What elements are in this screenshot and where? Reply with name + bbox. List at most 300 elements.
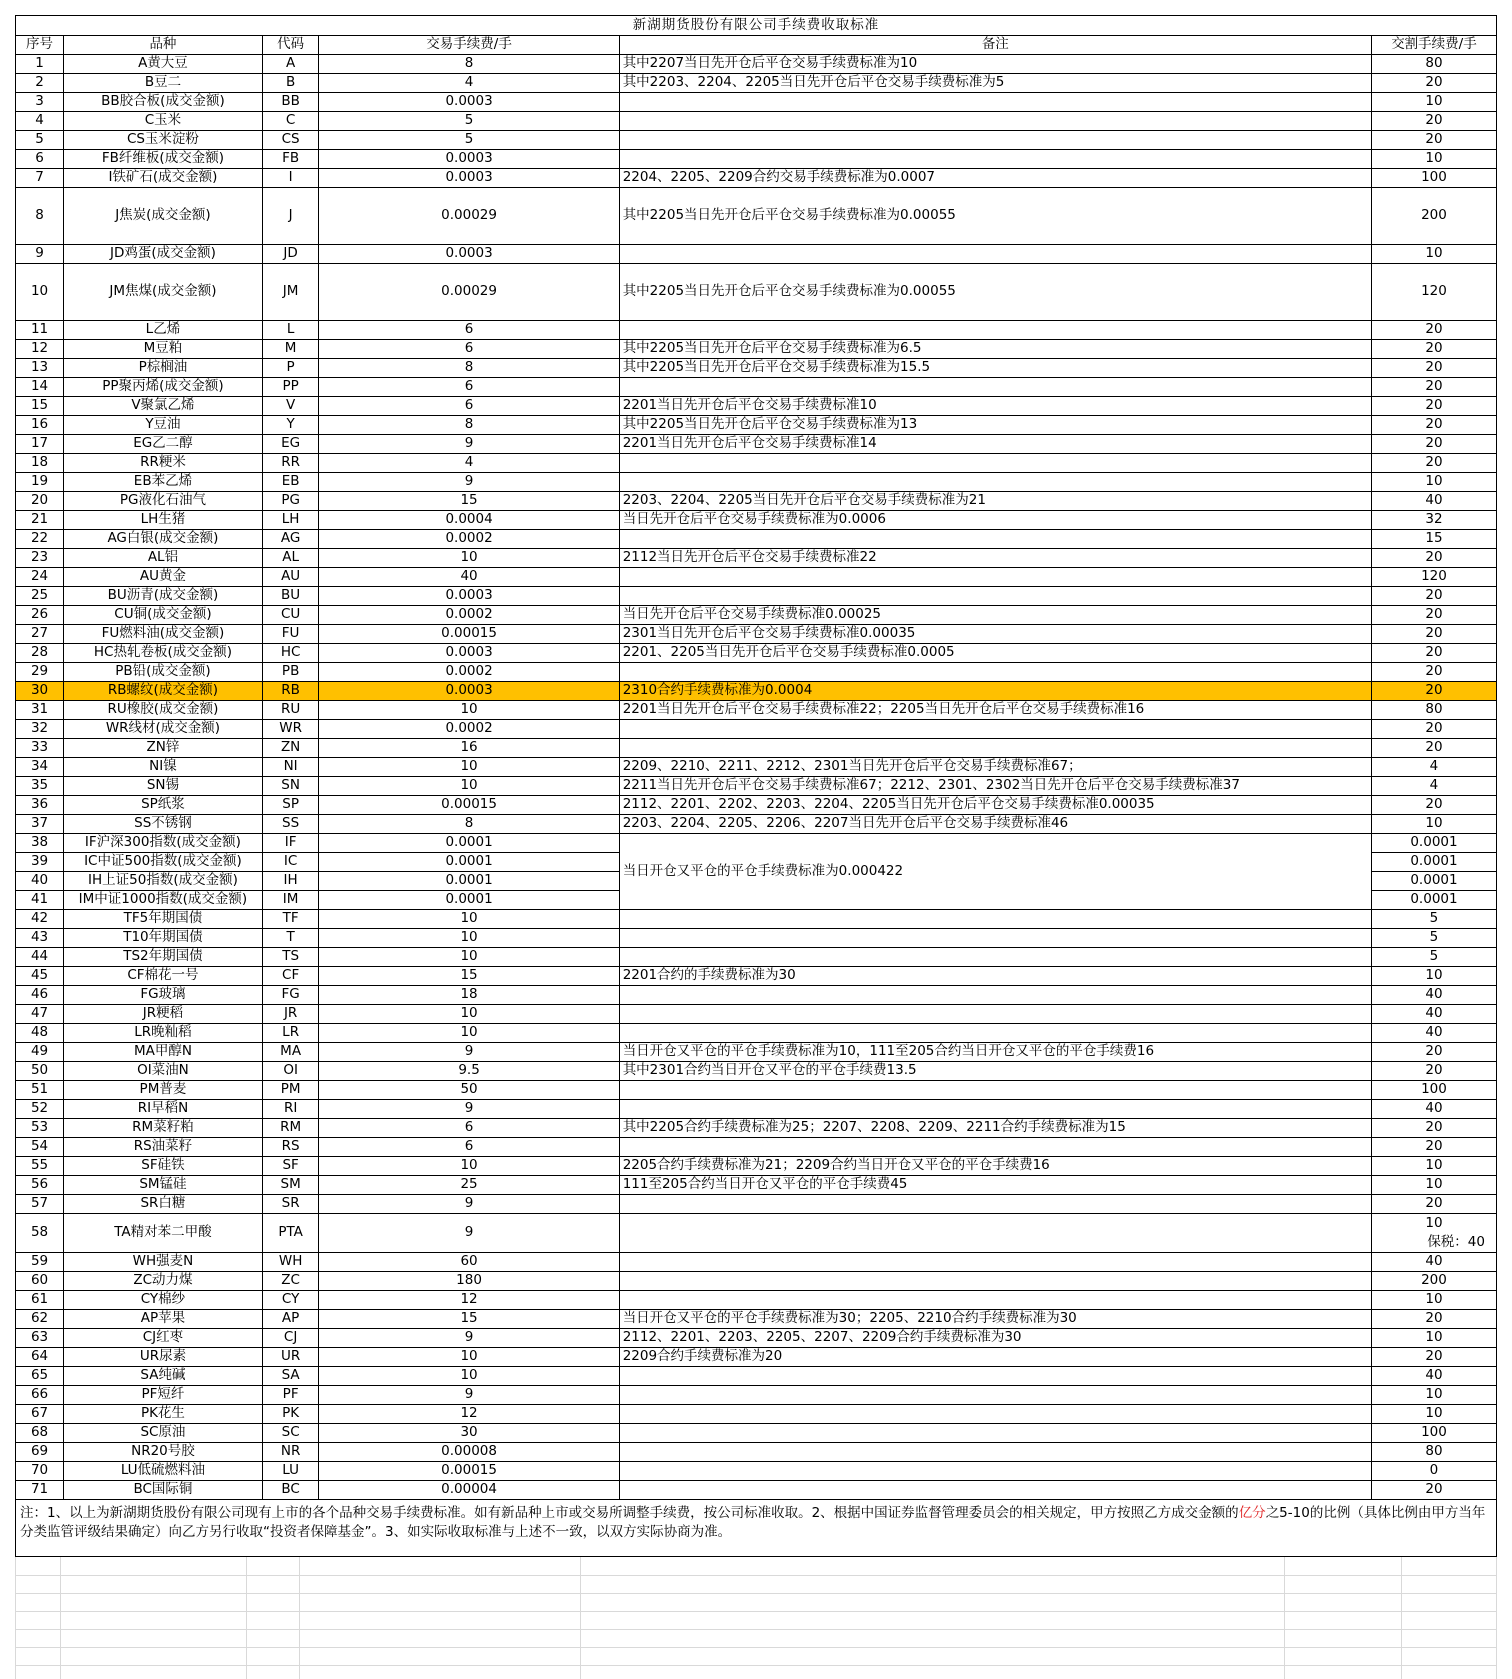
- cell-index: 15: [16, 397, 64, 416]
- cell-variety: IM中证1000指数(成交金额): [64, 891, 263, 910]
- table-row: [16, 701, 1497, 720]
- cell-variety: BB胶合板(成交金额): [64, 93, 263, 112]
- cell-variety: CU铜(成交金额): [64, 606, 263, 625]
- grid-column-line: [299, 1557, 300, 1679]
- cell-remarks: 其中2205当日先开仓后平仓交易手续费标准为15.5: [619, 359, 1371, 378]
- cell-trade-fee: 0.0003: [319, 587, 619, 606]
- cell-index: 39: [16, 853, 64, 872]
- cell-variety: JD鸡蛋(成交金额): [64, 245, 263, 264]
- cell-delivery-fee: 10: [1371, 967, 1496, 986]
- footnote-text-2: 之5-10的比例（具体比例由甲方当年分类监管评级结果确定）向乙方另行收取“投资者保障基金”。3、如实际收取标准与上述不一致，以双方实际协商为准。: [20, 1505, 1486, 1540]
- table-row: [16, 777, 1497, 796]
- cell-variety: SM锰硅: [64, 1176, 263, 1195]
- cell-code: C: [262, 112, 319, 131]
- table-row: [16, 910, 1497, 929]
- cell-variety: RU橡胶(成交金额): [64, 701, 263, 720]
- cell-variety: PM普麦: [64, 1081, 263, 1100]
- header-variety: 品种: [64, 36, 263, 55]
- cell-code: CF: [262, 967, 319, 986]
- cell-trade-fee: 5: [319, 131, 619, 150]
- cell-trade-fee: 9: [319, 1100, 619, 1119]
- cell-code: JD: [262, 245, 319, 264]
- cell-code: IH: [262, 872, 319, 891]
- table-row: [16, 150, 1497, 169]
- cell-code: TF: [262, 910, 319, 929]
- cell-variety: EB苯乙烯: [64, 473, 263, 492]
- cell-remarks: 2112当日先开仓后平仓交易手续费标准22: [619, 549, 1371, 568]
- cell-trade-fee: 0.0002: [319, 720, 619, 739]
- cell-trade-fee: 15: [319, 967, 619, 986]
- cell-remarks: [619, 378, 1371, 397]
- cell-delivery-fee: 10: [1371, 150, 1496, 169]
- cell-code: LU: [262, 1462, 319, 1481]
- cell-code: UR: [262, 1348, 319, 1367]
- table-row: [16, 549, 1497, 568]
- cell-code: AL: [262, 549, 319, 568]
- cell-code: PM: [262, 1081, 319, 1100]
- cell-index: 4: [16, 112, 64, 131]
- cell-trade-fee: 4: [319, 74, 619, 93]
- cell-delivery-fee: 20: [1371, 1062, 1496, 1081]
- table-row: [16, 682, 1497, 701]
- cell-delivery-fee: 20: [1371, 1310, 1496, 1329]
- cell-code: JM: [262, 264, 319, 321]
- cell-index: 23: [16, 549, 64, 568]
- cell-delivery-fee: 200: [1371, 188, 1496, 245]
- cell-trade-fee: 8: [319, 55, 619, 74]
- cell-remarks: 2203、2204、2205当日先开仓后平仓交易手续费标准为21: [619, 492, 1371, 511]
- cell-delivery-fee: 120: [1371, 264, 1496, 321]
- cell-index: 10: [16, 264, 64, 321]
- cell-remarks: 当日先开仓后平仓交易手续费标准0.00025: [619, 606, 1371, 625]
- cell-delivery-fee: 10: [1371, 1157, 1496, 1176]
- cell-trade-fee: 6: [319, 378, 619, 397]
- cell-variety: PB铅(成交金额): [64, 663, 263, 682]
- cell-index: 68: [16, 1424, 64, 1443]
- cell-index: 33: [16, 739, 64, 758]
- cell-trade-fee: 15: [319, 492, 619, 511]
- cell-index: 64: [16, 1348, 64, 1367]
- cell-variety: NR20号胶: [64, 1443, 263, 1462]
- cell-code: MA: [262, 1043, 319, 1062]
- cell-code: SP: [262, 796, 319, 815]
- table-row: [16, 1424, 1497, 1443]
- sheet-title: 新湖期货股份有限公司手续费收取标准: [16, 16, 1497, 36]
- cell-index: 18: [16, 454, 64, 473]
- grid-line: [15, 1647, 1497, 1648]
- cell-remarks: 其中2207当日先开仓后平仓交易手续费标准为10: [619, 55, 1371, 74]
- cell-remarks: [619, 1195, 1371, 1214]
- cell-trade-fee: 0.00015: [319, 1462, 619, 1481]
- cell-remarks: [619, 929, 1371, 948]
- cell-index: 36: [16, 796, 64, 815]
- cell-trade-fee: 9.5: [319, 1062, 619, 1081]
- cell-trade-fee: 4: [319, 454, 619, 473]
- cell-delivery-fee: 20: [1371, 112, 1496, 131]
- table-row: [16, 131, 1497, 150]
- table-row: [16, 1043, 1497, 1062]
- cell-variety: ZN锌: [64, 739, 263, 758]
- cell-trade-fee: 6: [319, 1138, 619, 1157]
- cell-delivery-fee: 20: [1371, 454, 1496, 473]
- header-remarks: 备注: [619, 36, 1371, 55]
- cell-remarks: [619, 1367, 1371, 1386]
- cell-remarks: [619, 1253, 1371, 1272]
- cell-variety: B豆二: [64, 74, 263, 93]
- cell-delivery-fee: 5: [1371, 929, 1496, 948]
- cell-variety: JM焦煤(成交金额): [64, 264, 263, 321]
- cell-remarks: [619, 150, 1371, 169]
- cell-variety: V聚氯乙烯: [64, 397, 263, 416]
- header-row: [16, 36, 1497, 55]
- cell-code: RU: [262, 701, 319, 720]
- cell-index: 66: [16, 1386, 64, 1405]
- cell-delivery-fee: 10: [1371, 473, 1496, 492]
- cell-index: 8: [16, 188, 64, 245]
- cell-remarks: 2201、2205当日先开仓后平仓交易手续费标准0.0005: [619, 644, 1371, 663]
- cell-code: AG: [262, 530, 319, 549]
- cell-delivery-fee: 40: [1371, 1367, 1496, 1386]
- cell-variety: SN锡: [64, 777, 263, 796]
- cell-trade-fee: 10: [319, 948, 619, 967]
- cell-remarks: [619, 1462, 1371, 1481]
- table-row: [16, 1443, 1497, 1462]
- cell-code: BU: [262, 587, 319, 606]
- cell-trade-fee: 0.0003: [319, 169, 619, 188]
- cell-trade-fee: 5: [319, 112, 619, 131]
- cell-trade-fee: 0.00029: [319, 264, 619, 321]
- cell-delivery-fee: 20: [1371, 606, 1496, 625]
- table-row: [16, 1081, 1497, 1100]
- cell-delivery-fee: 40: [1371, 1005, 1496, 1024]
- table-row: [16, 1176, 1497, 1195]
- delivery-fee-bonded: 保税：40: [1427, 1234, 1485, 1250]
- table-row: [16, 1272, 1497, 1291]
- cell-variety: T10年期国债: [64, 929, 263, 948]
- cell-index: 3: [16, 93, 64, 112]
- cell-delivery-fee: 10: [1371, 1405, 1496, 1424]
- cell-remarks: [619, 93, 1371, 112]
- cell-variety: LR晚籼稻: [64, 1024, 263, 1043]
- cell-index: 26: [16, 606, 64, 625]
- table-row: [16, 1291, 1497, 1310]
- cell-trade-fee: 10: [319, 1024, 619, 1043]
- table-row: [16, 568, 1497, 587]
- cell-code: CS: [262, 131, 319, 150]
- table-row: [16, 264, 1497, 321]
- cell-index: 12: [16, 340, 64, 359]
- cell-index: 48: [16, 1024, 64, 1043]
- cell-index: 61: [16, 1291, 64, 1310]
- cell-trade-fee: 0.0001: [319, 853, 619, 872]
- cell-delivery-fee: 20: [1371, 435, 1496, 454]
- header-code: 代码: [262, 36, 319, 55]
- cell-index: 29: [16, 663, 64, 682]
- cell-variety: AP苹果: [64, 1310, 263, 1329]
- cell-index: 50: [16, 1062, 64, 1081]
- table-row: [16, 587, 1497, 606]
- cell-code: J: [262, 188, 319, 245]
- table-row: [16, 321, 1497, 340]
- cell-remarks: 2204、2205、2209合约交易手续费标准为0.0007: [619, 169, 1371, 188]
- cell-trade-fee: 30: [319, 1424, 619, 1443]
- cell-variety: MA甲醇N: [64, 1043, 263, 1062]
- cell-delivery-fee: 40: [1371, 1100, 1496, 1119]
- cell-index: 38: [16, 834, 64, 853]
- table-row: [16, 948, 1497, 967]
- cell-trade-fee: 9: [319, 1386, 619, 1405]
- table-row: [16, 929, 1497, 948]
- table-row: [16, 1310, 1497, 1329]
- cell-delivery-fee: 20: [1371, 625, 1496, 644]
- cell-delivery-fee: 40: [1371, 986, 1496, 1005]
- cell-remarks: [619, 1443, 1371, 1462]
- cell-delivery-fee: 20: [1371, 739, 1496, 758]
- cell-delivery-fee: 200: [1371, 1272, 1496, 1291]
- cell-variety: PK花生: [64, 1405, 263, 1424]
- cell-delivery-fee: 32: [1371, 511, 1496, 530]
- cell-index: 7: [16, 169, 64, 188]
- cell-variety: WH强麦N: [64, 1253, 263, 1272]
- cell-trade-fee: 10: [319, 910, 619, 929]
- cell-remarks: [619, 131, 1371, 150]
- cell-variety: BC国际铜: [64, 1481, 263, 1500]
- cell-code: WR: [262, 720, 319, 739]
- grid-column-line: [1284, 1557, 1285, 1679]
- cell-delivery-fee: 20: [1371, 378, 1496, 397]
- cell-trade-fee: 10: [319, 1005, 619, 1024]
- table-row: [16, 1367, 1497, 1386]
- title-row: [16, 16, 1497, 36]
- cell-delivery-fee: 40: [1371, 1024, 1496, 1043]
- cell-code: PK: [262, 1405, 319, 1424]
- cell-remarks: 当日开仓又平仓的平仓手续费标准为10，111至205合约当日开仓又平仓的平仓手续费16: [619, 1043, 1371, 1062]
- cell-trade-fee: 16: [319, 739, 619, 758]
- cell-delivery-fee: 5: [1371, 948, 1496, 967]
- table-row: [16, 1405, 1497, 1424]
- cell-trade-fee: 8: [319, 815, 619, 834]
- cell-trade-fee: 10: [319, 929, 619, 948]
- cell-trade-fee: 8: [319, 359, 619, 378]
- cell-trade-fee: 6: [319, 321, 619, 340]
- cell-code: LH: [262, 511, 319, 530]
- cell-remarks: 2209、2210、2211、2212、2301当日先开仓后平仓交易手续费标准67；: [619, 758, 1371, 777]
- cell-remarks: [619, 1424, 1371, 1443]
- cell-trade-fee: 0.0002: [319, 663, 619, 682]
- cell-variety: IC中证500指数(成交金额): [64, 853, 263, 872]
- cell-variety: SP纸浆: [64, 796, 263, 815]
- cell-trade-fee: 0.0003: [319, 93, 619, 112]
- cell-index: 45: [16, 967, 64, 986]
- cell-variety: LH生猪: [64, 511, 263, 530]
- cell-variety: OI菜油N: [64, 1062, 263, 1081]
- cell-index: 35: [16, 777, 64, 796]
- cell-remarks: 2201合约的手续费标准为30: [619, 967, 1371, 986]
- cell-variety: PG液化石油气: [64, 492, 263, 511]
- table-row: [16, 796, 1497, 815]
- cell-trade-fee: 0.0004: [319, 511, 619, 530]
- footnote-text-1: 注：1、以上为新湖期货股份有限公司现有上市的各个品种交易手续费标准。如有新品种上市或交易所调整手续费，按公司标准收取。2、根据中国证券监督管理委员会的相关规定，甲方按照乙方成交金额的: [20, 1505, 1239, 1521]
- cell-remarks: 2211当日先开仓后平仓交易手续费标准67；2212、2301、2302当日先开仓后平仓交易手续费标准37: [619, 777, 1371, 796]
- cell-trade-fee: 9: [319, 1043, 619, 1062]
- cell-remarks: [619, 473, 1371, 492]
- cell-remarks: [619, 1291, 1371, 1310]
- cell-trade-fee: 0.00004: [319, 1481, 619, 1500]
- cell-variety: UR尿素: [64, 1348, 263, 1367]
- cell-remarks: [619, 112, 1371, 131]
- cell-delivery-fee: 20: [1371, 720, 1496, 739]
- cell-delivery-fee: 20: [1371, 359, 1496, 378]
- cell-index: 47: [16, 1005, 64, 1024]
- cell-index: 43: [16, 929, 64, 948]
- cell-index: 65: [16, 1367, 64, 1386]
- cell-code: CY: [262, 1291, 319, 1310]
- cell-delivery-fee: 4: [1371, 758, 1496, 777]
- cell-index: 70: [16, 1462, 64, 1481]
- cell-delivery-fee: 20: [1371, 1119, 1496, 1138]
- cell-code: T: [262, 929, 319, 948]
- cell-index: 44: [16, 948, 64, 967]
- cell-index: 49: [16, 1043, 64, 1062]
- cell-variety: TS2年期国债: [64, 948, 263, 967]
- cell-trade-fee: 25: [319, 1176, 619, 1195]
- cell-trade-fee: 9: [319, 473, 619, 492]
- cell-code: P: [262, 359, 319, 378]
- cell-delivery-fee: 0.0001: [1371, 872, 1496, 891]
- cell-remarks: [619, 587, 1371, 606]
- cell-delivery-fee: 20: [1371, 397, 1496, 416]
- cell-remarks: 其中2205合约手续费标准为25；2207、2208、2209、2211合约手续费标准为15: [619, 1119, 1371, 1138]
- cell-trade-fee: 0.0003: [319, 245, 619, 264]
- cell-delivery-fee: 20: [1371, 340, 1496, 359]
- cell-trade-fee: 9: [319, 435, 619, 454]
- cell-code: LR: [262, 1024, 319, 1043]
- cell-index: 60: [16, 1272, 64, 1291]
- cell-trade-fee: 15: [319, 1310, 619, 1329]
- cell-remarks: [619, 1214, 1371, 1253]
- cell-trade-fee: 12: [319, 1405, 619, 1424]
- cell-code: OI: [262, 1062, 319, 1081]
- cell-index: 6: [16, 150, 64, 169]
- table-row: [16, 663, 1497, 682]
- cell-code: AP: [262, 1310, 319, 1329]
- table-row: [16, 1005, 1497, 1024]
- cell-remarks: 当日先开仓后平仓交易手续费标准为0.0006: [619, 511, 1371, 530]
- cell-remarks: 其中2301合约当日开仓又平仓的平仓手续费13.5: [619, 1062, 1371, 1081]
- cell-variety: RI早稻N: [64, 1100, 263, 1119]
- cell-code: SC: [262, 1424, 319, 1443]
- cell-trade-fee: 0.0001: [319, 872, 619, 891]
- cell-delivery-fee: 10: [1371, 1329, 1496, 1348]
- table-row: [16, 1024, 1497, 1043]
- grid-column-line: [1401, 1557, 1402, 1679]
- cell-code: RR: [262, 454, 319, 473]
- cell-remarks: [619, 1138, 1371, 1157]
- cell-code: SF: [262, 1157, 319, 1176]
- cell-remarks: 2201当日先开仓后平仓交易手续费标准10: [619, 397, 1371, 416]
- cell-trade-fee: 10: [319, 701, 619, 720]
- cell-delivery-fee: 20: [1371, 74, 1496, 93]
- cell-remarks: [619, 720, 1371, 739]
- cell-delivery-fee: 0.0001: [1371, 891, 1496, 910]
- grid-line: [15, 1629, 1497, 1630]
- cell-code: TS: [262, 948, 319, 967]
- cell-variety: AL铝: [64, 549, 263, 568]
- cell-variety: SF硅铁: [64, 1157, 263, 1176]
- cell-index: 37: [16, 815, 64, 834]
- table-row: [16, 511, 1497, 530]
- cell-index: 20: [16, 492, 64, 511]
- cell-delivery-fee: 40: [1371, 1253, 1496, 1272]
- cell-code: PTA: [262, 1214, 319, 1253]
- grid-line: [15, 1665, 1497, 1666]
- cell-variety: P棕榈油: [64, 359, 263, 378]
- cell-remarks: 2310合约手续费标准为0.0004: [619, 682, 1371, 701]
- cell-variety: TA精对苯二甲酸: [64, 1214, 263, 1253]
- cell-variety: NI镍: [64, 758, 263, 777]
- cell-remarks: [619, 1386, 1371, 1405]
- table-row: [16, 986, 1497, 1005]
- cell-code: IF: [262, 834, 319, 853]
- cell-trade-fee: 9: [319, 1329, 619, 1348]
- cell-delivery-fee: 10: [1371, 93, 1496, 112]
- cell-trade-fee: 0.0001: [319, 891, 619, 910]
- cell-code: NI: [262, 758, 319, 777]
- cell-index: 42: [16, 910, 64, 929]
- cell-code: SA: [262, 1367, 319, 1386]
- table-row: [16, 1214, 1497, 1253]
- cell-delivery-fee: 20: [1371, 321, 1496, 340]
- cell-trade-fee: 12: [319, 1291, 619, 1310]
- cell-code: B: [262, 74, 319, 93]
- cell-trade-fee: 10: [319, 1367, 619, 1386]
- cell-delivery-fee: 80: [1371, 1443, 1496, 1462]
- grid-column-line: [246, 1557, 247, 1679]
- cell-remarks: 2112、2201、2202、2203、2204、2205当日先开仓后平仓交易手续费标准0.00035: [619, 796, 1371, 815]
- cell-remarks: 111至205合约当日开仓又平仓的平仓手续费45: [619, 1176, 1371, 1195]
- cell-trade-fee: 50: [319, 1081, 619, 1100]
- table-row: [16, 93, 1497, 112]
- delivery-fee-value: 10: [1425, 1215, 1443, 1231]
- cell-trade-fee: 10: [319, 777, 619, 796]
- cell-code: HC: [262, 644, 319, 663]
- cell-trade-fee: 18: [319, 986, 619, 1005]
- cell-delivery-fee: 20: [1371, 549, 1496, 568]
- cell-index: 32: [16, 720, 64, 739]
- cell-index: 13: [16, 359, 64, 378]
- cell-delivery-fee: 10: [1371, 245, 1496, 264]
- cell-remarks: [619, 321, 1371, 340]
- cell-index: 59: [16, 1253, 64, 1272]
- cell-variety: C玉米: [64, 112, 263, 131]
- cell-index: 2: [16, 74, 64, 93]
- cell-delivery-fee: 100: [1371, 169, 1496, 188]
- cell-index: 28: [16, 644, 64, 663]
- cell-code: WH: [262, 1253, 319, 1272]
- cell-variety: TF5年期国债: [64, 910, 263, 929]
- cell-index: 46: [16, 986, 64, 1005]
- cell-variety: SC原油: [64, 1424, 263, 1443]
- cell-delivery-fee: 80: [1371, 55, 1496, 74]
- cell-delivery-fee: 20: [1371, 663, 1496, 682]
- cell-variety: LU低硫燃料油: [64, 1462, 263, 1481]
- header-index: 序号: [16, 36, 64, 55]
- table-row: [16, 435, 1497, 454]
- cell-variety: SA纯碱: [64, 1367, 263, 1386]
- cell-variety: A黄大豆: [64, 55, 263, 74]
- cell-code: EG: [262, 435, 319, 454]
- cell-code: A: [262, 55, 319, 74]
